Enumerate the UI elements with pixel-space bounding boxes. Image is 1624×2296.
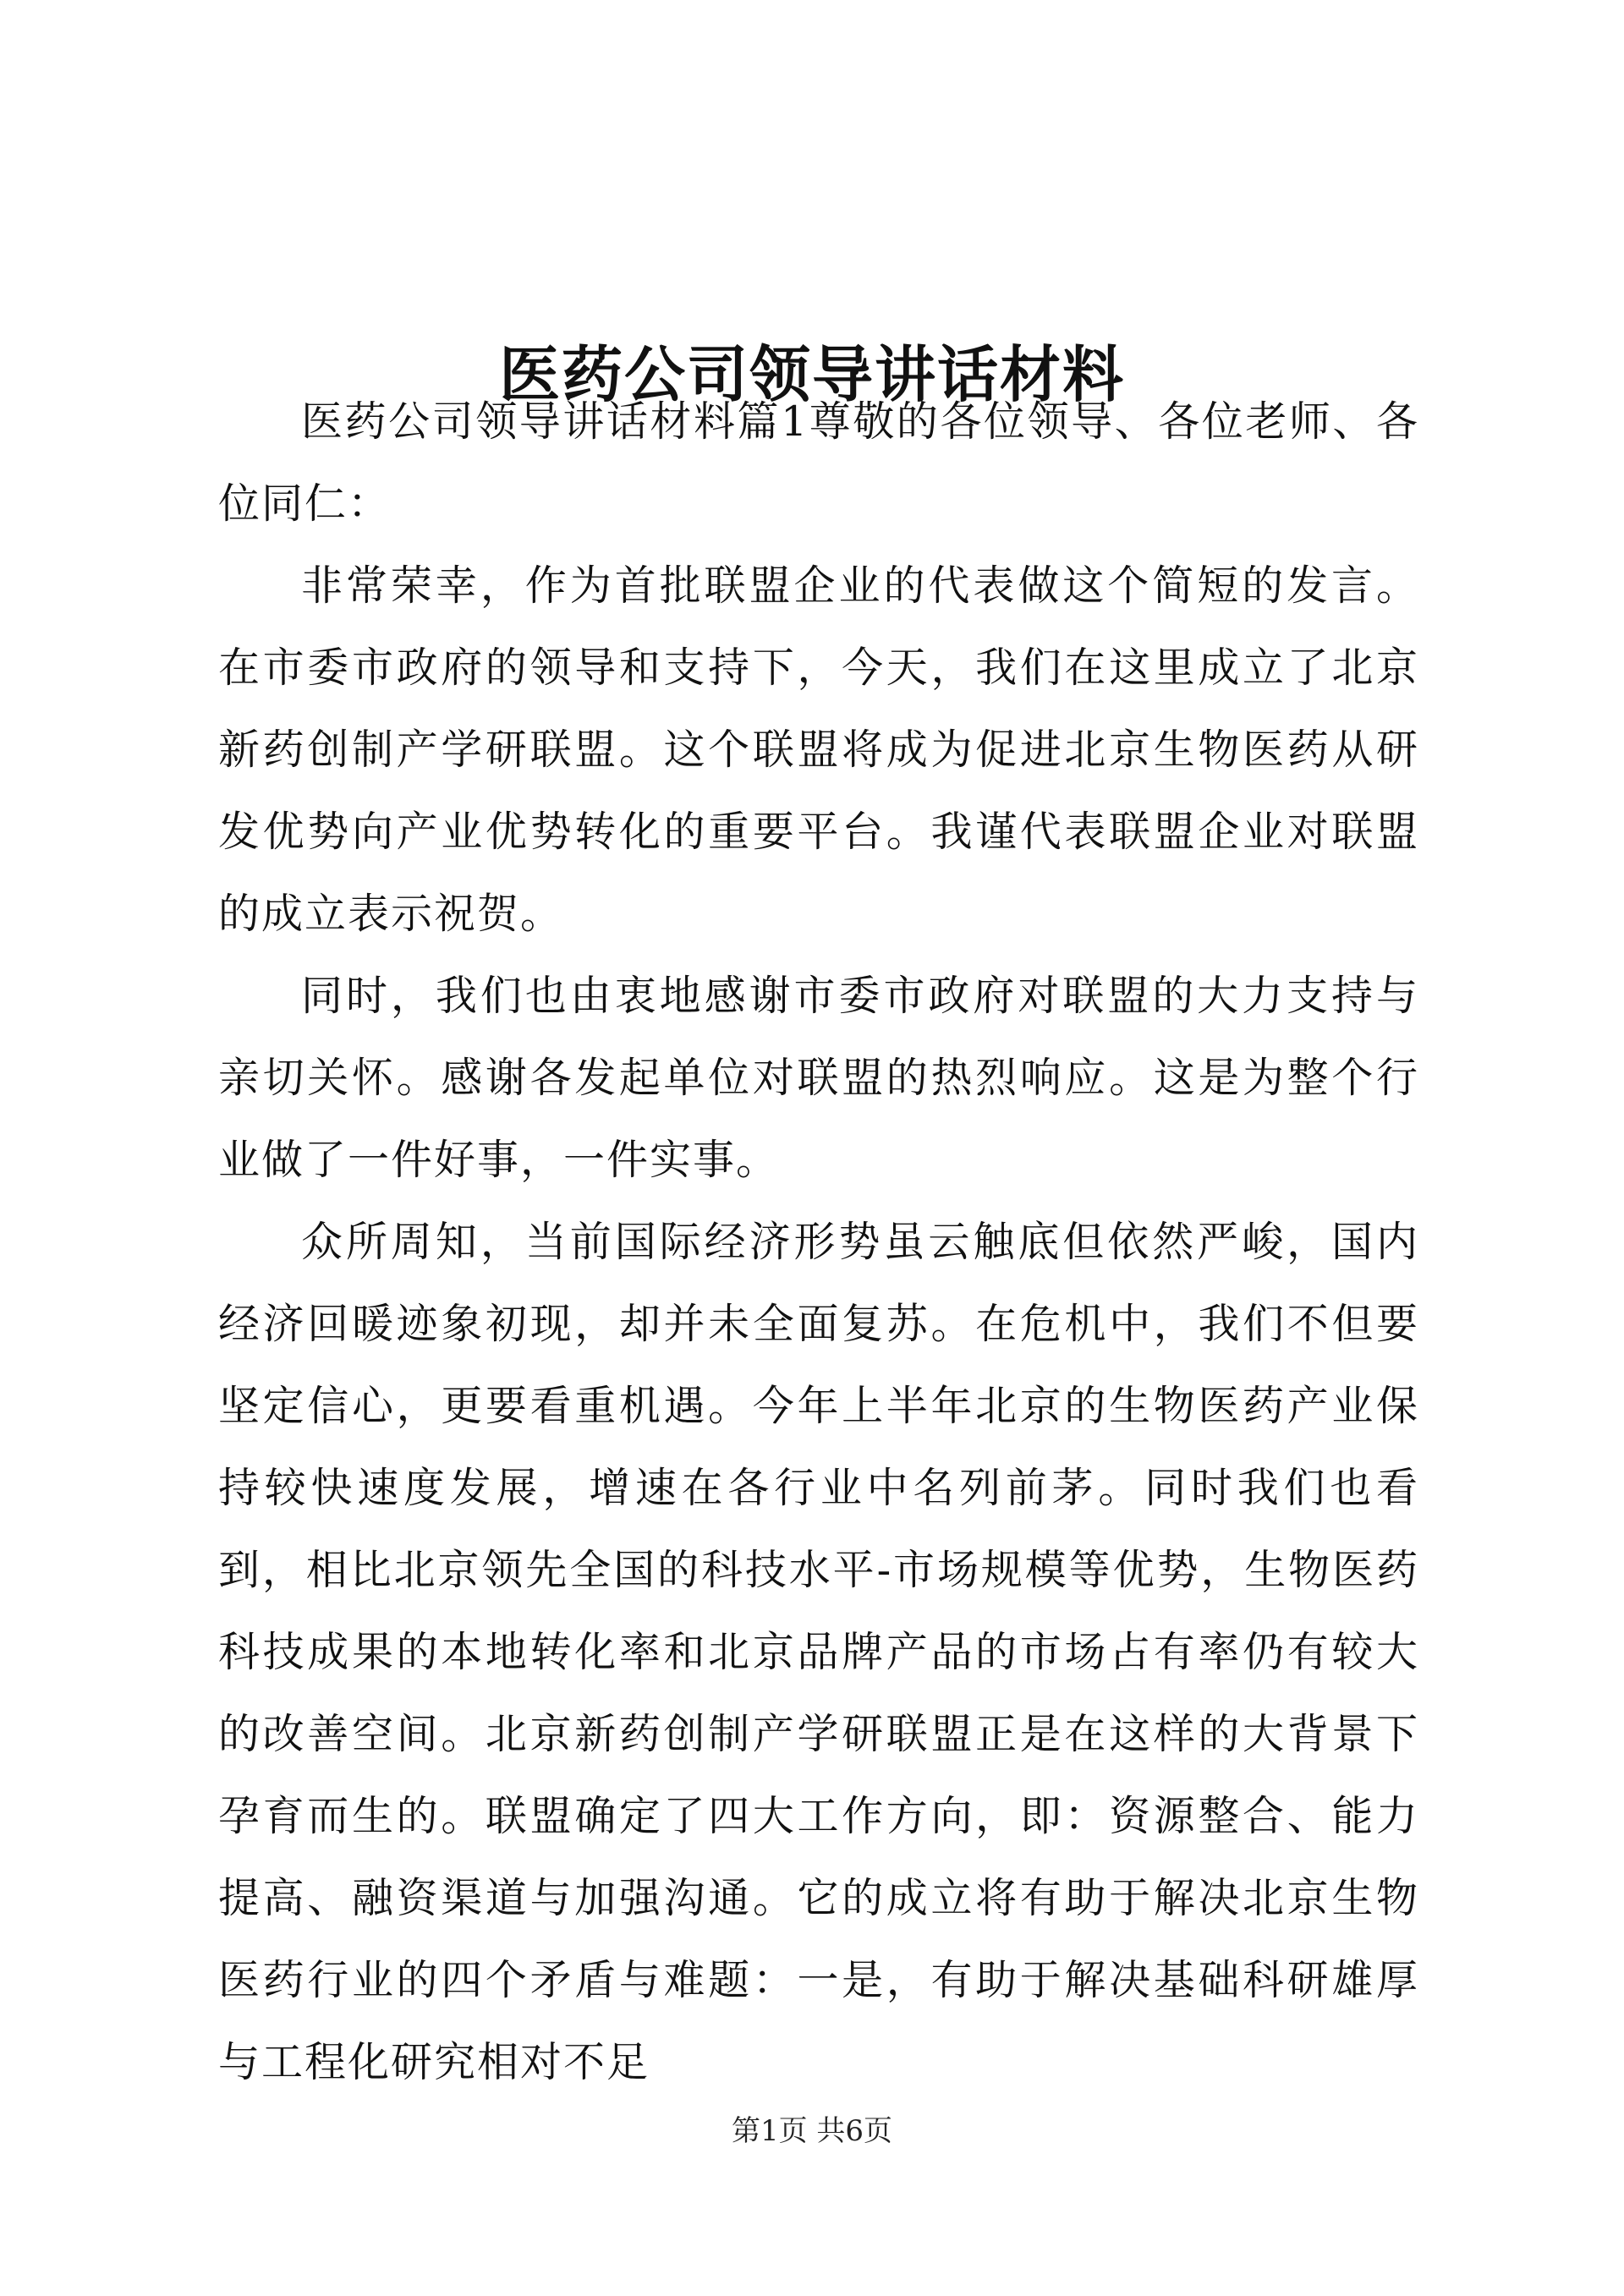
document-title: 医药公司领导讲话材料 — [498, 338, 1125, 411]
page-footer: 第1页 共6页 — [731, 2114, 893, 2148]
paragraph-4: 众所周知，当前国际经济形势虽云触底但依然严峻，国内经济回暖迹象初现，却并未全面复苏。在危机中，我们不但要坚定信心，更要看重机遇。今年上半年北京的生物医药产业保持较快速度发展，增速在各行业中名列前茅。同时我们也看到，相比北京领先全国的科技水平-市场规模等优势，生物医药科技成果的本地转化率和北京品牌产品的市场占有率仍有较大的改善空间。北京新药创制产学研联盟正是在这样的大背景下孕育而生的。联盟确定了四大工作方向，即：资源整合、能力提高、融资渠道与加强沟通。它的成立将有助于解决北京生物医药行业的四个矛盾与难题：一是，有助于解决基础科研雄厚与工程化研究相对不足 — [218, 1218, 1419, 2086]
paragraph-1: 医药公司领导讲话材料篇1尊敬的各位领导、各位老师、各位同仁： — [218, 397, 1419, 528]
paragraph-2: 非常荣幸，作为首批联盟企业的代表做这个简短的发言。在市委市政府的领导和支持下，今天，我们在这里成立了北京新药创制产学研联盟。这个联盟将成为促进北京生物医药从研发优势向产业优势转化的重要平台。我谨代表联盟企业对联盟的成立表示祝贺。 — [218, 562, 1419, 938]
document-body — [218, 381, 1419, 2103]
paragraph-3: 同时，我们也由衷地感谢市委市政府对联盟的大力支持与亲切关怀。感谢各发起单位对联盟的热烈响应。这是为整个行业做了一件好事，一件实事。 — [218, 972, 1419, 1184]
